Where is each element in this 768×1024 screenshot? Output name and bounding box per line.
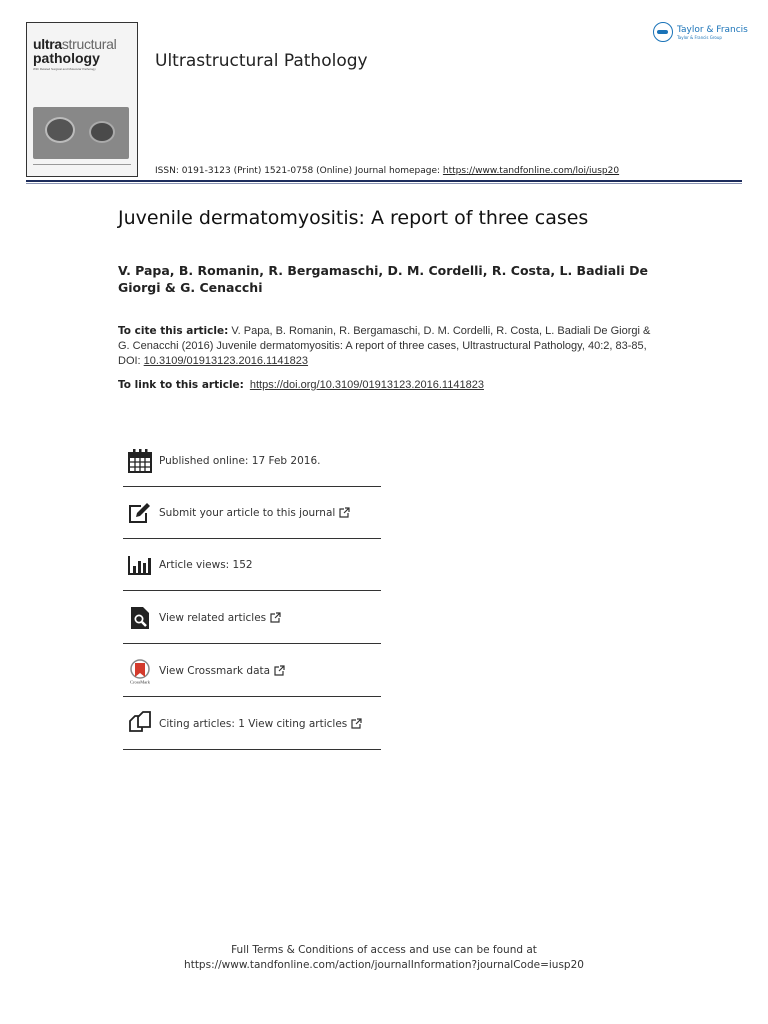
cover-title-line2: pathology — [33, 50, 100, 66]
article-views-label: Article views: 152 — [159, 558, 253, 571]
journal-title[interactable]: Ultrastructural Pathology — [155, 51, 368, 71]
publisher-subname: Taylor & Francis Group — [677, 34, 722, 40]
link-label: To link to this article: — [118, 379, 244, 391]
view-related-articles-link[interactable]: View related articles — [159, 612, 281, 624]
citation-block — [118, 324, 658, 369]
publisher-name: Taylor & Francis — [677, 24, 748, 35]
header-rule-secondary — [26, 183, 742, 184]
journal-cover-image — [26, 22, 138, 177]
article-authors: V. Papa, B. Romanin, R. Bergamaschi, D. M. Cordelli, R. Costa, L. Badiali De Giorgi & G. Cenacchi — [118, 263, 648, 295]
cover-footer — [33, 164, 131, 173]
external-link-icon — [270, 612, 281, 623]
pencil-edit-icon — [127, 500, 153, 526]
article-link-block — [118, 379, 484, 391]
view-crossmark-link[interactable]: View Crossmark data — [159, 665, 285, 677]
bar-chart-icon — [127, 552, 153, 578]
submit-article-link[interactable]: Submit your article to this journal — [159, 507, 350, 519]
header-rule — [26, 180, 742, 182]
view-citing-articles-link[interactable]: Citing articles: 1 View citing articles — [159, 718, 362, 730]
taylor-francis-logo-icon — [653, 22, 673, 42]
cite-text: V. Papa, B. Romanin, R. Bergamaschi, D. M. Cordelli, R. Costa, L. Badiali De Giorgi & G. Cenacchi (2016) Juvenile dermatomyositis: A report of three cases, Ultrastructural Pathology, 40:2, 83-85, DOI: — [118, 325, 651, 367]
info-row-submit[interactable] — [123, 487, 381, 539]
document-search-icon — [127, 605, 153, 631]
publisher-logo[interactable] — [653, 22, 748, 42]
external-link-icon — [351, 718, 362, 729]
cite-label: To cite this article: — [118, 325, 229, 337]
cover-subtitle: With Related Surgical and Molecular Pathology — [33, 67, 96, 71]
published-online-label: Published online: 17 Feb 2016. — [159, 454, 321, 467]
calendar-icon — [127, 448, 153, 474]
cover-title-line1: ultrastructural — [33, 36, 117, 52]
article-doi-link[interactable]: https://doi.org/10.3109/01913123.2016.1141823 — [249, 379, 484, 391]
info-row-related[interactable] — [123, 592, 381, 644]
external-link-icon — [339, 507, 350, 518]
terms-line: Full Terms & Conditions of access and use can be found at — [231, 944, 537, 956]
info-row-crossmark[interactable] — [123, 645, 381, 697]
issn-line — [155, 166, 619, 176]
external-link-icon — [274, 665, 285, 676]
crossmark-caption: CrossMark — [130, 679, 150, 684]
terms-footer — [0, 943, 768, 973]
issn-text: ISSN: 0191-3123 (Print) 1521-0758 (Online) Journal homepage: — [155, 166, 443, 176]
crossmark-icon — [127, 658, 153, 684]
info-row-published — [123, 435, 381, 487]
cover-micrograph — [33, 107, 129, 159]
citing-documents-icon — [127, 711, 153, 737]
info-row-views — [123, 539, 381, 591]
article-title: Juvenile dermatomyositis: A report of three cases — [118, 207, 589, 229]
cite-doi-link[interactable]: 10.3109/01913123.2016.1141823 — [143, 355, 309, 367]
info-row-citing[interactable] — [123, 698, 381, 750]
terms-url[interactable]: https://www.tandfonline.com/action/journalInformation?journalCode=iusp20 — [184, 959, 584, 971]
journal-homepage-link[interactable]: https://www.tandfonline.com/loi/iusp20 — [442, 166, 620, 176]
